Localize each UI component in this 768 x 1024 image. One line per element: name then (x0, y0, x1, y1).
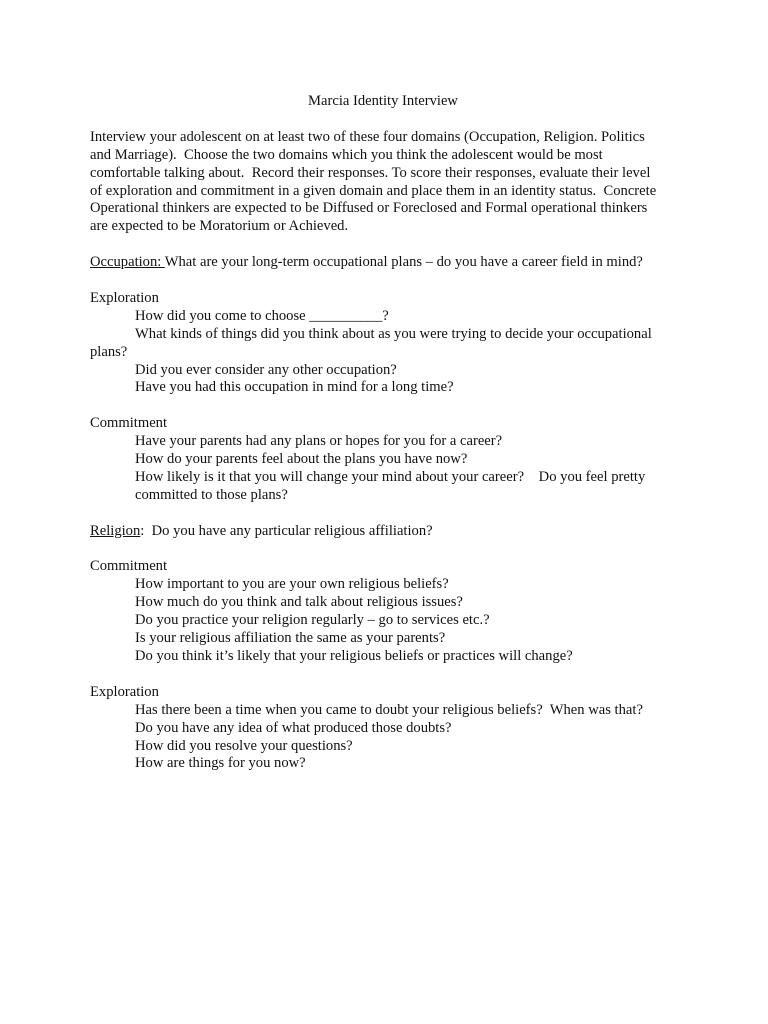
occupation-label: Occupation: (90, 254, 165, 271)
spacer (90, 541, 690, 559)
document-page (90, 93, 690, 773)
occupation-exploration-question: Have you had this occupation in mind for a long time? (135, 379, 454, 396)
intro-line: are expected to be Moratorium or Achieved. (90, 218, 349, 235)
occupation-commitment-question: Have your parents had any plans or hopes for you for a career? (135, 433, 503, 450)
spacer (90, 236, 690, 254)
religion-exploration-question: Has there been a time when you came to doubt your religious beliefs? When was that? (135, 701, 643, 718)
spacer (90, 272, 690, 290)
religion-label: Religion (90, 522, 141, 539)
spacer (90, 666, 690, 684)
religion-commitment-heading: Commitment (90, 558, 168, 575)
religion-commitment-question: How important to you are your own religious beliefs? (135, 576, 449, 593)
intro-line: Interview your adolescent on at least two of these four domains (Occupation, Religion. Politics (90, 128, 645, 145)
intro-line: and Marriage). Choose the two domains which you think the adolescent would be most (90, 146, 603, 163)
occupation-commitment-question-continuation: committed to those plans? (135, 486, 288, 503)
occupation-exploration-question: Did you ever consider any other occupation? (135, 361, 397, 378)
spacer (90, 505, 690, 523)
religion-commitment-question: How much do you think and talk about religious issues? (135, 594, 463, 611)
occupation-exploration-question: What kinds of things did you think about as you were trying to decide your occupational (135, 325, 652, 342)
occupation-commitment-question: How likely is it that you will change your mind about your career? Do you feel pretty (135, 468, 646, 485)
occupation-question (90, 254, 690, 272)
religion-commitment-question: Do you practice your religion regularly – go to services etc.? (135, 612, 490, 629)
religion-commitment-question: Do you think it’s likely that your religious beliefs or practices will change? (135, 648, 573, 664)
spacer (90, 111, 690, 129)
intro-line: comfortable talking about. Record their responses. To score their responses, evaluate their level (90, 164, 651, 181)
intro-line: Operational thinkers are expected to be Diffused or Foreclosed and Formal operational thinkers (90, 200, 648, 217)
occupation-commitment-heading: Commitment (90, 415, 168, 432)
intro-line: of exploration and commitment in a given domain and place them in an identity status. Concrete (90, 182, 657, 199)
religion-commitment-question: Is your religious affiliation the same as your parents? (135, 630, 446, 647)
document-title: Marcia Identity Interview (308, 93, 458, 109)
occupation-exploration-heading: Exploration (90, 289, 159, 306)
occupation-exploration-question-continuation: plans? (90, 343, 128, 360)
religion-question-text: : Do you have any particular religious affiliation? (140, 522, 433, 539)
religion-exploration-question: How did you resolve your questions? (135, 737, 353, 754)
intro-paragraph (90, 129, 690, 236)
spacer (90, 397, 690, 415)
occupation-exploration-question: How did you come to choose __________? (135, 307, 389, 324)
religion-exploration-question: How are things for you now? (135, 755, 306, 772)
religion-exploration-heading: Exploration (90, 683, 159, 700)
religion-exploration-question: Do you have any idea of what produced those doubts? (135, 719, 452, 736)
religion-question (90, 523, 690, 541)
occupation-question-text: What are your long-term occupational plans – do you have a career field in mind? (164, 254, 643, 271)
occupation-commitment-question: How do your parents feel about the plans you have now? (135, 451, 468, 468)
